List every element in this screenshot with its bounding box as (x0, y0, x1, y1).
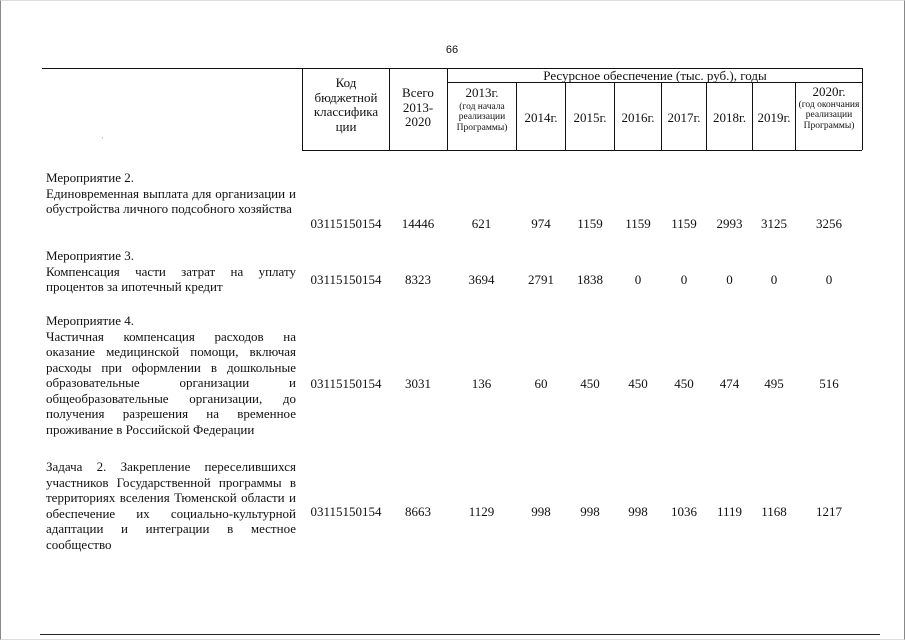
header-year-2019: 2019г. (757, 110, 791, 125)
header-year-2017: 2017г. (667, 110, 701, 125)
row-kod: 03115150154 (310, 376, 382, 391)
row-text: Единовременная выплата для организации и обустройства личного подсобного хозяйства (46, 185, 296, 216)
row-2015: 998 (580, 504, 600, 519)
header-kod: Код бюджетной классифика ции (313, 75, 379, 134)
row-2017: 1159 (671, 216, 697, 231)
row-2019: 0 (770, 272, 778, 287)
table-row-task-label (46, 459, 296, 552)
row-2019: 1168 (761, 504, 787, 519)
header-year-2018: 2018г. (712, 110, 747, 125)
page-number: 66 (445, 44, 459, 56)
col-divider-2013 (447, 68, 448, 150)
row-2020: 3256 (816, 216, 842, 231)
table-right-border (862, 68, 863, 150)
table-row-task-label (46, 248, 296, 295)
stray-mark: · (101, 134, 104, 143)
row-2016: 0 (634, 272, 642, 287)
row-2020: 0 (825, 272, 833, 287)
table-row-task-label (46, 170, 296, 217)
row-2013: 1129 (468, 504, 495, 519)
row-2016: 998 (628, 504, 648, 519)
row-text: Частичная компенсация расходов на оказание медицинской помощи, включая расходы при оформлении в дошкольные образовательные организации и общеобразовательные организации, до получения разрешения на временное проживание в Российской Федерации (46, 328, 296, 437)
col-divider-kod (302, 68, 303, 150)
row-2017: 450 (674, 376, 694, 391)
header-year-2014: 2014г. (524, 110, 558, 125)
header-year-2020: 2020г. (812, 84, 846, 99)
row-2016: 1159 (625, 216, 651, 231)
header-year-2013-note: (год начала реализации Программы) (456, 102, 508, 133)
row-2013: 136 (471, 376, 492, 391)
row-2018: 2993 (716, 216, 743, 231)
header-resource: Ресурсное обеспечение (тыс. руб.), годы (543, 68, 767, 83)
row-vsego: 8663 (405, 504, 431, 519)
row-2019: 3125 (761, 216, 787, 231)
row-2017: 0 (680, 272, 688, 287)
row-2019: 495 (764, 376, 784, 391)
row-2015: 1159 (577, 216, 603, 231)
row-2017: 1036 (671, 504, 697, 519)
table-row-task-label (46, 313, 296, 437)
row-kod: 03115150154 (310, 216, 382, 231)
row-title: Мероприятие 2. (46, 170, 134, 185)
row-2013: 3694 (468, 272, 495, 287)
header-year-2013: 2013г. (465, 85, 499, 100)
row-vsego: 3031 (405, 376, 431, 391)
row-title: Мероприятие 3. (46, 248, 134, 263)
header-year-2015: 2015г. (573, 110, 607, 125)
header-bottom-rule (302, 150, 862, 151)
row-kod: 03115150154 (310, 272, 382, 287)
row-2018: 0 (726, 272, 733, 287)
row-2020: 1217 (816, 504, 842, 519)
row-2018: 474 (719, 376, 740, 391)
row-2018: 1119 (716, 504, 743, 519)
row-title: Мероприятие 4. (46, 313, 134, 328)
row-text: Задача 2. Закрепление переселившихся участников Государственной программы в территориях вселения Тюменской области и обеспечение их социально-культурной адаптации и интеграции в местное сообщество (46, 459, 296, 552)
bottom-rule (40, 634, 880, 638)
row-2015: 450 (580, 376, 600, 391)
row-2014: 2791 (528, 272, 554, 287)
row-2013: 621 (471, 216, 492, 231)
header-vsego: Всего 2013- 2020 (402, 85, 434, 130)
row-2015: 1838 (577, 272, 603, 287)
header-year-2020-note: (год окончания реализации Программы) (798, 100, 860, 131)
row-2016: 450 (628, 376, 648, 391)
row-2014: 998 (531, 504, 551, 519)
row-kod: 03115150154 (310, 504, 382, 519)
row-2014: 60 (534, 376, 548, 391)
col-divider-vsego (389, 68, 390, 150)
row-text: Компенсация части затрат на уплату процентов за ипотечный кредит (46, 263, 296, 294)
row-2014: 974 (531, 216, 551, 231)
header-year-2016: 2016г. (621, 110, 655, 125)
row-vsego: 14446 (401, 216, 435, 231)
row-2020: 516 (819, 376, 839, 391)
row-vsego: 8323 (405, 272, 431, 287)
